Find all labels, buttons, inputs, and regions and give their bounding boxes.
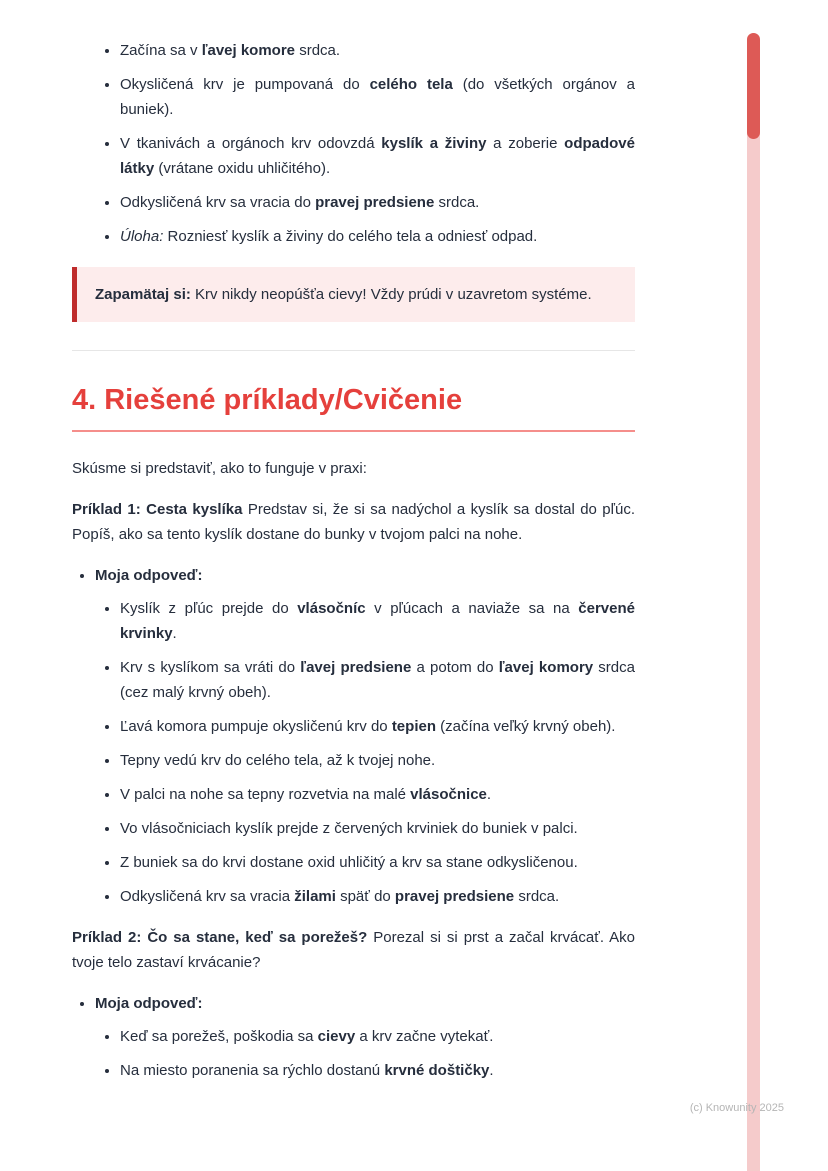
text-segment: ľavej komore <box>201 42 296 59</box>
text-segment: vlásočnice <box>410 786 487 803</box>
text-segment: krvné doštičky <box>384 1062 490 1079</box>
text-segment: Odkysličená krv sa vracia <box>120 888 295 905</box>
example1-paragraph <box>72 497 635 547</box>
text-segment: . <box>489 1062 494 1079</box>
text-segment: Vo vlásočniciach kyslík prejde z červených krviniek do buniek v palci. <box>120 820 578 837</box>
text-segment: srdca. <box>514 888 560 905</box>
answer1-label: Moja odpoveď: <box>95 567 203 584</box>
list-item <box>120 1058 635 1083</box>
text-segment: Krv nikdy neopúšťa cievy! Vždy prúdi v uzavretom systéme. <box>190 286 592 303</box>
text-segment: Odkysličená krv sa vracia do <box>120 194 316 211</box>
text-segment: cievy <box>317 1028 356 1045</box>
callout-note <box>72 267 635 322</box>
text-segment: Keď sa porežeš, poškodia sa <box>120 1028 318 1045</box>
text-segment: a potom do <box>411 659 499 676</box>
text-segment: kyslík a živiny <box>381 135 487 152</box>
section-divider <box>72 350 635 351</box>
list-item <box>120 714 635 739</box>
text-segment: Na miesto poranenia sa rýchlo dostanú <box>120 1062 385 1079</box>
list-item <box>120 190 635 215</box>
text-segment: Rozniesť kyslík a živiny do celého tela a odniesť odpad. <box>163 228 538 245</box>
text-segment: Zapamätaj si: <box>95 286 191 303</box>
list-item <box>120 224 635 249</box>
answer1-sublist <box>95 596 635 909</box>
answer2-label: Moja odpoveď: <box>95 995 203 1012</box>
text-segment: Ľavá komora pumpuje okysličenú krv do <box>120 718 392 735</box>
section-heading: 4. Riešené príklady/Cvičenie <box>72 384 463 416</box>
text-segment: Tepny vedú krv do celého tela, až k tvojej nohe. <box>120 752 436 769</box>
example2-paragraph <box>72 925 635 975</box>
text-segment: . <box>172 625 177 642</box>
text-segment: vlásočníc <box>297 600 366 617</box>
text-segment: (začína veľký krvný obeh). <box>436 718 616 735</box>
document-content <box>72 0 635 1083</box>
answer1-item <box>95 563 635 909</box>
text-segment: žilami <box>294 888 336 905</box>
text-segment: Príklad 2: Čo sa stane, keď sa porežeš? <box>72 929 368 946</box>
text-segment: ľavej komory <box>498 659 594 676</box>
text-segment: V tkanivách a orgánoch krv odovzdá <box>120 135 382 152</box>
text-segment: Príklad 1: Cesta kyslíka <box>72 501 243 518</box>
text-segment: Kyslík z pľúc prejde do <box>120 600 298 617</box>
text-segment: v pľúcach a naviaže sa na <box>365 600 579 617</box>
list-item <box>120 596 635 646</box>
list-item <box>120 850 635 875</box>
text-segment: Predstav si, že si sa nadýchol a kyslík sa dostal do pľúc. Popíš, ako sa tento kyslík dostane do bunky v tvojom palci na nohe. <box>72 501 635 543</box>
text-segment: Úloha: <box>120 228 164 245</box>
text-segment: Okysličená krv je pumpovaná do <box>120 76 370 93</box>
answer2-sublist <box>95 1024 635 1083</box>
list-item <box>120 884 635 909</box>
text-segment: (vrátane oxidu uhličitého). <box>154 160 331 177</box>
summary-list <box>72 38 635 249</box>
list-item <box>120 748 635 773</box>
intro-paragraph: Skúsme si predstaviť, ako to funguje v praxi: <box>72 460 367 477</box>
text-segment: srdca. <box>434 194 480 211</box>
list-item <box>120 655 635 705</box>
text-segment: Porezal si si prst a začal krvácať. Ako tvoje telo zastaví krvácanie? <box>72 929 635 971</box>
text-segment: červené krvinky <box>120 600 635 642</box>
text-segment: srdca. <box>295 42 341 59</box>
answer2-item <box>95 991 635 1083</box>
text-segment: ľavej predsiene <box>300 659 412 676</box>
scrollbar-thumb[interactable] <box>747 33 760 139</box>
list-item <box>120 782 635 807</box>
list-item <box>120 131 635 181</box>
text-segment: (do všetkých orgánov a buniek). <box>120 76 635 118</box>
scrollbar-track[interactable] <box>747 33 760 1171</box>
text-segment: . <box>486 786 492 803</box>
text-segment: odpadové látky <box>120 135 635 177</box>
text-segment: pravej predsiene <box>315 194 435 211</box>
list-item <box>120 816 635 841</box>
text-segment: a zoberie <box>486 135 565 152</box>
answer1-list <box>72 563 635 909</box>
heading-underline <box>72 430 635 432</box>
text-segment: a krv začne vytekať. <box>355 1028 494 1045</box>
list-item <box>120 1024 635 1049</box>
text-segment: späť do <box>335 888 395 905</box>
text-segment: celého tela <box>369 76 453 93</box>
text-segment: Krv s kyslíkom sa vráti do <box>120 659 301 676</box>
list-item <box>120 72 635 122</box>
list-item <box>120 38 635 63</box>
text-segment: Začína sa v <box>120 42 202 59</box>
watermark: (c) Knowunity 2025 <box>689 1102 784 1114</box>
text-segment: pravej predsiene <box>394 888 515 905</box>
text-segment: tepien <box>391 718 436 735</box>
text-segment: srdca (cez malý krvný obeh). <box>120 659 635 701</box>
answer2-list <box>72 991 635 1083</box>
callout-text <box>95 282 617 307</box>
text-segment: Z buniek sa do krvi dostane oxid uhličitý a krv sa stane odkysličenou. <box>120 854 578 871</box>
text-segment: V palci na nohe sa tepny rozvetvia na malé <box>120 786 411 803</box>
